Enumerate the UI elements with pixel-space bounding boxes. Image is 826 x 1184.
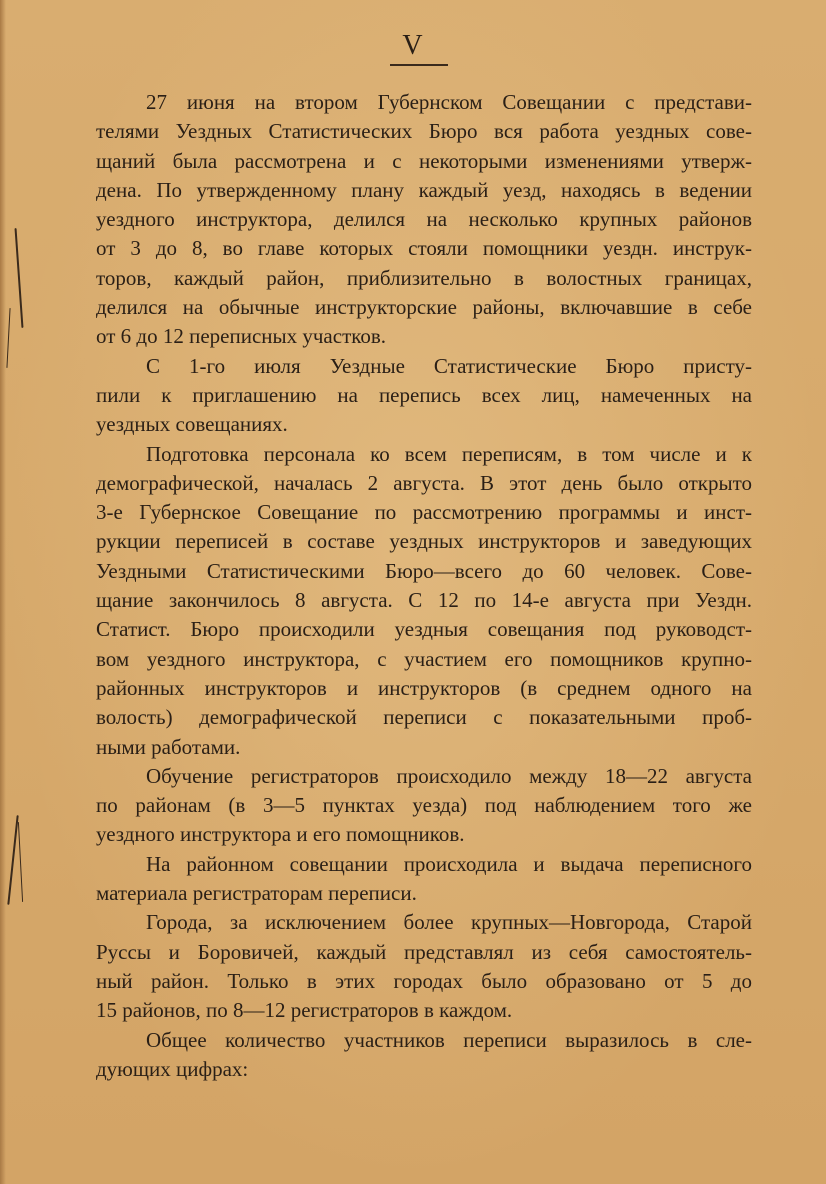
text-line: пили к приглашению на перепись всех лиц, намеченных на (96, 382, 752, 407)
text-line: 3-е Губернское Совещание по рассмотрению программы и инст- (96, 500, 752, 525)
text-line: дена. По утвержденному плану каждый уезд, находясь в ведении (96, 177, 752, 202)
text-line: Города, за исключением более крупных—Новгорода, Старой (146, 910, 752, 935)
text-line: демографической, началась 2 августа. В этот день было открыто (96, 470, 752, 495)
text-line: материала регистраторам переписи. (96, 881, 417, 906)
text-line: Статист. Бюро происходили уездныя совещания под руководст- (96, 617, 752, 642)
text-line: Общее количество участников переписи выразилось в сле- (146, 1027, 752, 1052)
text-line: Обучение регистраторов происходило между 18—22 августа (146, 763, 752, 788)
text-line: С 1-го июля Уездные Статистические Бюро присту- (146, 353, 752, 378)
text-line: Руссы и Боровичей, каждый представлял из себя самостоятель- (96, 939, 752, 964)
margin-pencil-mark (18, 822, 23, 902)
margin-pencil-mark (7, 815, 18, 905)
text-line: по районам (в 3—5 пунктах уезда) под наблюдением того же (96, 793, 752, 818)
text-line: щание закончилось 8 августа. С 12 по 14-е августа при Уездн. (96, 588, 752, 613)
page-number: V (402, 30, 424, 61)
text-line: дующих цифрах: (96, 1056, 249, 1081)
text-line: ными работами. (96, 734, 241, 759)
text-line: 15 районов, по 8—12 регистраторов в каждом. (96, 998, 513, 1023)
text-line: от 3 до 8, во главе которых стояли помощники уездн. инструк- (96, 236, 752, 261)
page-edge-shadow (0, 0, 6, 1184)
text-line: щаний была рассмотрена и с некоторыми изменениями утверж- (96, 148, 752, 173)
text-line: уездного инструктора, делился на несколько крупных районов (96, 207, 752, 232)
text-line: волость) демографической переписи с показательными проб- (96, 705, 752, 730)
text-line: 27 июня на втором Губернском Совещании с представи- (146, 90, 752, 114)
text-line: На районном совещании происходила и выдача переписного (146, 851, 752, 876)
text-line: районных инструкторов и инструкторов (в среднем одного на (96, 675, 752, 700)
margin-pencil-mark (15, 228, 24, 328)
margin-pencil-mark (6, 308, 10, 368)
text-line: уездного инструктора и его помощников. (96, 822, 465, 847)
text-line: рукции переписей в составе уездных инструкторов и заведующих (96, 529, 752, 554)
text-line: Уездными Статистическими Бюро—всего до 60 человек. Сове- (96, 558, 752, 583)
text-line: вом уездного инструктора, с участием его помощников крупно- (96, 646, 752, 671)
text-line: Подготовка персонала ко всем переписям, в том числе и к (146, 441, 752, 466)
text-line: от 6 до 12 переписных участков. (96, 324, 387, 349)
text-line: ный район. Только в этих городах было образовано от 5 до (96, 968, 752, 993)
text-line: торов, каждый район, приблизительно в волостных границах, (96, 265, 752, 290)
document-body (96, 88, 752, 1084)
text-line: телями Уездных Статистических Бюро вся работа уездных сове- (96, 119, 752, 144)
text-line: делился на обычные инструкторские районы, включавшие в себе (96, 295, 752, 320)
text-line: уездных совещаниях. (96, 412, 288, 437)
header-rule (390, 64, 448, 66)
